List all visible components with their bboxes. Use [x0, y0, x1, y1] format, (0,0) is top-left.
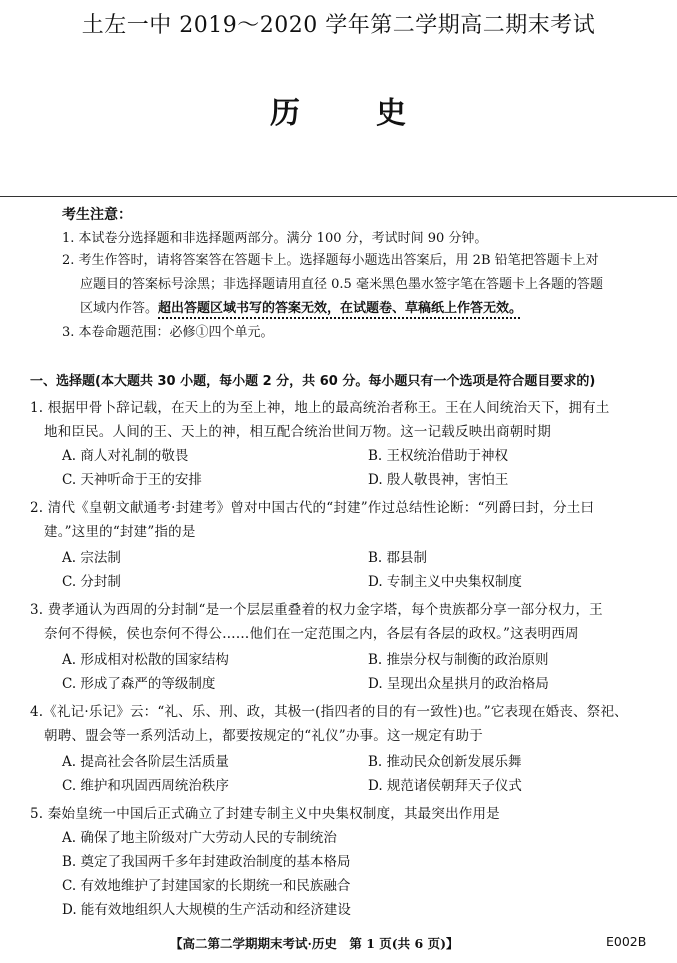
q2-option-b: B. 郡县制: [368, 550, 428, 566]
notice-item-2-cont: 应题目的答案标号涂黑；非选择题请用直径 0.5 毫米黑色墨水签字笔在答题卡上各题的答题: [80, 277, 603, 292]
q3-option-b: B. 推崇分权与制衡的政治原则: [368, 652, 549, 668]
q4-line-2: 朝聘、盟会等一系列活动上，都要按规定的“礼仪”办事。这一规定有助于: [44, 728, 483, 744]
q5-option-a: A. 确保了地主阶级对广大劳动人民的专制统治: [62, 830, 337, 846]
q4-option-a: A. 提高社会各阶层生活质量: [62, 754, 229, 770]
q4-option-c: C. 维护和巩固西周统治秩序: [62, 778, 229, 794]
subject-char-2: 史: [376, 96, 406, 131]
subject-char-1: 历: [270, 96, 300, 131]
q1-line-1: 1. 根据甲骨卜辞记载，在天上的为至上神，地上的最高统治者称王。王在人间统治天下，拥有土: [30, 400, 610, 416]
q1-option-d: D. 殷人敬畏神，害怕王: [368, 472, 509, 488]
notice-item-2-cont2: [80, 298, 522, 320]
q1-option-a: A. 商人对礼制的敬畏: [62, 448, 189, 464]
header-divider: [0, 196, 677, 197]
section-header: 一、选择题(本大题共 30 小题，每小题 2 分，共 60 分。每小题只有一个选项是符合题目要求的): [30, 374, 596, 389]
notice-title: 考生注意：: [62, 207, 132, 223]
q1-line-2: 地和臣民。人间的王、天上的神，相互配合统治世间万物。这一记载反映出商朝时期: [44, 424, 551, 440]
q4-line-1: 4.《礼记·乐记》云：“礼、乐、刑、政，其极一(指四者的目的有一致性)也。”它表现在婚丧、祭祀、: [30, 704, 628, 720]
q1-option-b: B. 王权统治借助于神权: [368, 448, 509, 464]
q3-option-a: A. 形成相对松散的国家结构: [62, 652, 229, 668]
q5-option-b: B. 奠定了我国两千多年封建政治制度的基本格局: [62, 854, 351, 870]
q3-option-d: D. 呈现出众星拱月的政治格局: [368, 676, 549, 692]
q5-option-c: C. 有效地维护了封建国家的长期统一和民族融合: [62, 878, 351, 894]
q4-option-b: B. 推动民众创新发展乐舞: [368, 754, 522, 770]
q2-line-2: 建。”这里的“封建”指的是: [44, 524, 196, 540]
notice-item-3: 3. 本卷命题范围：必修①四个单元。: [62, 325, 274, 340]
q3-line-1: 3. 费孝通认为西周的分封制“是一个层层重叠着的权力金字塔，每个贵族都分享一部分权力，王: [30, 602, 603, 618]
q3-line-2: 奈何不得候，侯也奈何不得公……他们在一定范围之内，各层有各层的政权。”这表明西周: [44, 626, 579, 642]
q3-option-c: C. 形成了森严的等级制度: [62, 676, 216, 692]
paper-code: E002B: [606, 934, 647, 949]
q5-option-d: D. 能有效地组织人大规模的生产活动和经济建设: [62, 902, 351, 918]
notice-emphasis: 超出答题区域书写的答案无效，在试题卷、草稿纸上作答无效。: [158, 301, 523, 316]
q5-line-1: 5. 秦始皇统一中国后正式确立了封建专制主义中央集权制度，其最突出作用是: [30, 806, 500, 822]
page-footer: 【高二第二学期期末考试·历史 第 1 页(共 6 页)】: [170, 936, 459, 951]
q1-option-c: C. 天神听命于王的安排: [62, 472, 202, 488]
notice-item-1: 1. 本试卷分选择题和非选择题两部分。满分 100 分，考试时间 90 分钟。: [62, 231, 488, 246]
exam-title: 土左一中 2019～2020 学年第二学期高二期末考试: [81, 13, 596, 38]
notice-item-2-tail: 区域内作答。: [80, 301, 159, 316]
q4-option-d: D. 规范诸侯朝拜天子仪式: [368, 778, 522, 794]
q2-option-a: A. 宗法制: [62, 550, 121, 566]
notice-item-2: 2. 考生作答时，请将答案答在答题卡上。选择题每小题选出答案后，用 2B 铅笔把答题卡上对: [62, 253, 599, 268]
q2-option-d: D. 专制主义中央集权制度: [368, 574, 522, 590]
q2-option-c: C. 分封制: [62, 574, 121, 590]
q2-line-1: 2. 清代《皇朝文献通考·封建考》曾对中国古代的“封建”作过总结性论断：“列爵曰封，分土曰: [30, 500, 595, 516]
